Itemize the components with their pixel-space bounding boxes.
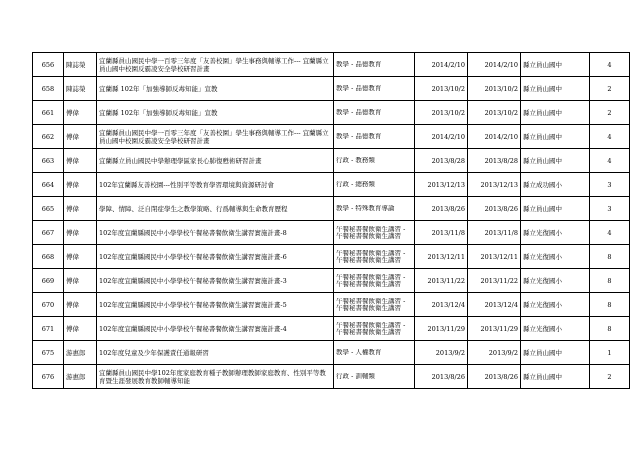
record-number-cell bbox=[33, 125, 64, 149]
participant-name-cell bbox=[64, 149, 97, 173]
start-date-cell bbox=[415, 269, 468, 293]
table-row bbox=[33, 125, 630, 149]
end-date-cell bbox=[468, 77, 521, 101]
end-date: 2014/2/10 bbox=[484, 60, 518, 69]
record-number-cell bbox=[33, 293, 64, 317]
start-date: 2014/2/10 bbox=[431, 60, 465, 69]
participant-name: 游惠郎 bbox=[66, 372, 86, 381]
course-title-cell bbox=[97, 53, 334, 77]
training-hours: 2 bbox=[607, 108, 612, 117]
host-school: 縣立員山國中 bbox=[523, 204, 562, 213]
training-hours: 2 bbox=[607, 372, 612, 381]
course-category-cell bbox=[334, 341, 415, 365]
end-date: 2013/10/2 bbox=[484, 108, 518, 117]
end-date-cell bbox=[468, 269, 521, 293]
start-date-cell bbox=[415, 317, 468, 341]
record-number-cell bbox=[33, 341, 64, 365]
course-category-cell bbox=[334, 221, 415, 245]
course-category: 午餐秘書餐飲衛生講習 - 午餐秘書餐飲衛生講習 bbox=[336, 225, 406, 240]
host-school: 縣立光復國小 bbox=[523, 276, 562, 285]
participant-name: 傅偉 bbox=[66, 132, 79, 141]
participant-name-cell bbox=[64, 269, 97, 293]
end-date-cell bbox=[468, 245, 521, 269]
end-date-cell bbox=[468, 221, 521, 245]
end-date-cell bbox=[468, 173, 521, 197]
host-school-cell bbox=[521, 221, 590, 245]
host-school: 縣立員山國中 bbox=[523, 372, 562, 381]
course-category-cell bbox=[334, 173, 415, 197]
course-category: 行政 - 訓輔類 bbox=[336, 373, 375, 380]
participant-name: 傅偉 bbox=[66, 180, 79, 189]
table-row bbox=[33, 317, 630, 341]
course-title: 宜蘭縣員山國民中學一百零三年度「友善校園」學生事務與輔導工作--- 宜蘭縣立員山國中校園反霸凌安全學校研習計畫 bbox=[99, 56, 329, 73]
host-school: 縣立員山國中 bbox=[523, 84, 562, 93]
course-category: 午餐秘書餐飲衛生講習 - 午餐秘書餐飲衛生講習 bbox=[336, 297, 406, 312]
record-number: 662 bbox=[41, 132, 55, 141]
course-title: 102年度宜蘭縣國民中小學學校午餐秘書餐飲衛生講習實施計畫-6 bbox=[99, 252, 287, 261]
training-hours: 1 bbox=[607, 348, 612, 357]
record-number: 670 bbox=[41, 300, 55, 309]
participant-name-cell bbox=[64, 173, 97, 197]
host-school: 縣立員山國中 bbox=[523, 108, 562, 117]
start-date-cell bbox=[415, 341, 468, 365]
course-category: 午餐秘書餐飲衛生講習 - 午餐秘書餐飲衛生講習 bbox=[336, 273, 406, 288]
end-date: 2013/8/26 bbox=[484, 204, 518, 213]
training-hours: 8 bbox=[607, 276, 612, 285]
table-row bbox=[33, 149, 630, 173]
course-title-cell bbox=[97, 245, 334, 269]
course-category-cell bbox=[334, 149, 415, 173]
course-category: 教學 - 品德教育 bbox=[336, 109, 382, 116]
host-school: 縣立成功國小 bbox=[523, 180, 562, 189]
course-title-cell bbox=[97, 173, 334, 197]
start-date: 2013/9/2 bbox=[435, 348, 465, 357]
participant-name: 游惠郎 bbox=[66, 348, 86, 357]
participant-name: 傅偉 bbox=[66, 108, 79, 117]
host-school-cell bbox=[521, 173, 590, 197]
record-number-cell bbox=[33, 149, 64, 173]
course-title-cell bbox=[97, 125, 334, 149]
end-date: 2013/10/2 bbox=[484, 84, 518, 93]
start-date: 2013/12/13 bbox=[427, 180, 465, 189]
end-date-cell bbox=[468, 365, 521, 389]
host-school: 縣立員山國中 bbox=[523, 156, 562, 165]
start-date-cell bbox=[415, 101, 468, 125]
course-title: 宜蘭縣立員山國民中學辦理學區家長心肺復甦術研習計畫 bbox=[99, 156, 262, 165]
start-date: 2014/2/10 bbox=[431, 132, 465, 141]
table-body bbox=[33, 53, 630, 389]
end-date: 2013/11/22 bbox=[480, 276, 518, 285]
training-hours: 3 bbox=[607, 180, 612, 189]
record-number: 664 bbox=[41, 180, 55, 189]
start-date: 2013/11/8 bbox=[431, 228, 465, 237]
table-row bbox=[33, 197, 630, 221]
participant-name: 傅偉 bbox=[66, 204, 79, 213]
course-title-cell bbox=[97, 317, 334, 341]
end-date-cell bbox=[468, 125, 521, 149]
course-title: 學障、情障、泛自閉症學生之教學策略、行爲輔導與生命教育歷程 bbox=[99, 204, 288, 213]
course-title: 102年度宜蘭縣國民中小學學校午餐秘書餐飲衛生講習實施計畫-3 bbox=[99, 276, 287, 285]
start-date: 2013/11/22 bbox=[427, 276, 465, 285]
host-school-cell bbox=[521, 197, 590, 221]
course-title-cell bbox=[97, 197, 334, 221]
participant-name: 傅偉 bbox=[66, 300, 79, 309]
course-category-cell bbox=[334, 245, 415, 269]
end-date: 2013/8/28 bbox=[484, 156, 518, 165]
course-title: 宜蘭縣員山國民中學102年度家庭教育種子教師辦理教師家庭教育、性別平等教育暨生涯發展教育教師輔導知能 bbox=[99, 368, 326, 385]
course-title: 102年宜蘭縣友善校園---性別平等教育學習環境與資源研討會 bbox=[99, 180, 274, 189]
participant-name-cell bbox=[64, 221, 97, 245]
course-title: 宜蘭縣 102年「加強導師反毒知能」宣教 bbox=[99, 84, 218, 93]
course-category: 教學 - 品德教育 bbox=[336, 61, 382, 68]
training-hours-cell bbox=[590, 245, 630, 269]
end-date: 2013/12/11 bbox=[480, 252, 518, 261]
course-title: 102年度宜蘭縣國民中小學學校午餐秘書餐飲衛生講習實施計畫-4 bbox=[99, 324, 287, 333]
start-date: 2013/8/26 bbox=[431, 204, 465, 213]
training-hours-cell bbox=[590, 101, 630, 125]
course-title: 102年度兒童及少年保護責任通報研習 bbox=[99, 348, 209, 357]
participant-name-cell bbox=[64, 293, 97, 317]
course-category: 教學 - 特殊教育導論 bbox=[336, 205, 395, 212]
course-category-cell bbox=[334, 53, 415, 77]
course-category-cell bbox=[334, 317, 415, 341]
host-school: 縣立員山國中 bbox=[523, 348, 562, 357]
start-date-cell bbox=[415, 125, 468, 149]
participant-name-cell bbox=[64, 101, 97, 125]
training-hours: 4 bbox=[607, 132, 612, 141]
host-school: 縣立光復國小 bbox=[523, 228, 562, 237]
host-school: 縣立光復國小 bbox=[523, 324, 562, 333]
participant-name: 傅偉 bbox=[66, 324, 79, 333]
host-school-cell bbox=[521, 365, 590, 389]
participant-name-cell bbox=[64, 365, 97, 389]
end-date-cell bbox=[468, 197, 521, 221]
table-row bbox=[33, 173, 630, 197]
record-number: 669 bbox=[41, 276, 55, 285]
record-number-cell bbox=[33, 77, 64, 101]
participant-name: 陳誌榮 bbox=[66, 60, 86, 69]
course-title-cell bbox=[97, 221, 334, 245]
start-date: 2013/8/26 bbox=[431, 372, 465, 381]
record-number: 658 bbox=[41, 84, 55, 93]
participant-name: 傅偉 bbox=[66, 252, 79, 261]
course-category: 教學 - 品德教育 bbox=[336, 85, 382, 92]
table-row bbox=[33, 53, 630, 77]
record-number-cell bbox=[33, 221, 64, 245]
table-row bbox=[33, 221, 630, 245]
training-records-table bbox=[32, 52, 630, 389]
course-category: 午餐秘書餐飲衛生講習 - 午餐秘書餐飲衛生講習 bbox=[336, 249, 406, 264]
training-hours: 2 bbox=[607, 84, 612, 93]
start-date: 2013/8/28 bbox=[431, 156, 465, 165]
table-row bbox=[33, 101, 630, 125]
training-hours: 8 bbox=[607, 300, 612, 309]
end-date: 2013/9/2 bbox=[488, 348, 518, 357]
training-hours-cell bbox=[590, 77, 630, 101]
training-hours-cell bbox=[590, 365, 630, 389]
start-date-cell bbox=[415, 173, 468, 197]
training-hours-cell bbox=[590, 173, 630, 197]
training-hours: 8 bbox=[607, 252, 612, 261]
end-date-cell bbox=[468, 101, 521, 125]
course-title-cell bbox=[97, 341, 334, 365]
training-hours: 3 bbox=[607, 204, 612, 213]
participant-name-cell bbox=[64, 197, 97, 221]
course-category: 教學 - 人權教育 bbox=[336, 349, 382, 356]
host-school-cell bbox=[521, 149, 590, 173]
record-number: 676 bbox=[41, 372, 55, 381]
end-date: 2013/12/4 bbox=[484, 300, 518, 309]
end-date: 2013/8/26 bbox=[484, 372, 518, 381]
host-school-cell bbox=[521, 317, 590, 341]
training-hours: 4 bbox=[607, 156, 612, 165]
table-row bbox=[33, 269, 630, 293]
start-date-cell bbox=[415, 53, 468, 77]
course-title: 宜蘭縣員山國民中學一百零三年度「友善校園」學生事務與輔導工作--- 宜蘭縣立員山國中校園反霸凌安全學校研習計畫 bbox=[99, 128, 329, 145]
course-category-cell bbox=[334, 101, 415, 125]
start-date: 2013/11/29 bbox=[427, 324, 465, 333]
participant-name-cell bbox=[64, 77, 97, 101]
table-row bbox=[33, 245, 630, 269]
end-date-cell bbox=[468, 293, 521, 317]
record-number: 665 bbox=[41, 204, 55, 213]
training-hours-cell bbox=[590, 221, 630, 245]
record-number: 663 bbox=[41, 156, 55, 165]
start-date-cell bbox=[415, 293, 468, 317]
course-title-cell bbox=[97, 365, 334, 389]
record-number: 675 bbox=[41, 348, 55, 357]
host-school-cell bbox=[521, 293, 590, 317]
training-hours-cell bbox=[590, 53, 630, 77]
participant-name-cell bbox=[64, 53, 97, 77]
course-category-cell bbox=[334, 77, 415, 101]
record-number: 656 bbox=[41, 60, 55, 69]
course-category: 行政 - 教務類 bbox=[336, 157, 375, 164]
end-date-cell bbox=[468, 149, 521, 173]
end-date: 2014/2/10 bbox=[484, 132, 518, 141]
course-category: 教學 - 品德教育 bbox=[336, 133, 382, 140]
start-date-cell bbox=[415, 221, 468, 245]
participant-name-cell bbox=[64, 341, 97, 365]
end-date: 2013/12/13 bbox=[480, 180, 518, 189]
course-title-cell bbox=[97, 101, 334, 125]
training-hours: 4 bbox=[607, 60, 612, 69]
course-category-cell bbox=[334, 269, 415, 293]
end-date-cell bbox=[468, 53, 521, 77]
course-title-cell bbox=[97, 149, 334, 173]
start-date-cell bbox=[415, 149, 468, 173]
host-school-cell bbox=[521, 125, 590, 149]
start-date: 2013/10/2 bbox=[431, 108, 465, 117]
course-category-cell bbox=[334, 197, 415, 221]
end-date-cell bbox=[468, 341, 521, 365]
start-date-cell bbox=[415, 77, 468, 101]
training-hours-cell bbox=[590, 317, 630, 341]
record-number-cell bbox=[33, 317, 64, 341]
record-number: 667 bbox=[41, 228, 55, 237]
course-title: 102年度宜蘭縣國民中小學學校午餐秘書餐飲衛生講習實施計畫-5 bbox=[99, 300, 287, 309]
record-number: 668 bbox=[41, 252, 55, 261]
record-number-cell bbox=[33, 269, 64, 293]
end-date: 2013/11/29 bbox=[480, 324, 518, 333]
record-number-cell bbox=[33, 365, 64, 389]
end-date: 2013/11/8 bbox=[484, 228, 518, 237]
record-number-cell bbox=[33, 53, 64, 77]
record-number-cell bbox=[33, 173, 64, 197]
table-row bbox=[33, 365, 630, 389]
participant-name-cell bbox=[64, 125, 97, 149]
host-school-cell bbox=[521, 101, 590, 125]
host-school-cell bbox=[521, 269, 590, 293]
course-title: 宜蘭縣 102年「加強導師反毒知能」宣教 bbox=[99, 108, 218, 117]
host-school-cell bbox=[521, 341, 590, 365]
start-date: 2013/10/2 bbox=[431, 84, 465, 93]
training-hours-cell bbox=[590, 197, 630, 221]
training-hours-cell bbox=[590, 125, 630, 149]
record-number-cell bbox=[33, 197, 64, 221]
participant-name-cell bbox=[64, 245, 97, 269]
course-category: 行政 - 總務類 bbox=[336, 181, 375, 188]
start-date-cell bbox=[415, 365, 468, 389]
participant-name: 傅偉 bbox=[66, 156, 79, 165]
training-hours-cell bbox=[590, 269, 630, 293]
host-school-cell bbox=[521, 53, 590, 77]
course-category-cell bbox=[334, 125, 415, 149]
course-category: 午餐秘書餐飲衛生講習 - 午餐秘書餐飲衛生講習 bbox=[336, 321, 406, 336]
table-row bbox=[33, 341, 630, 365]
training-hours: 8 bbox=[607, 324, 612, 333]
training-hours-cell bbox=[590, 293, 630, 317]
participant-name: 陳誌榮 bbox=[66, 84, 86, 93]
end-date-cell bbox=[468, 317, 521, 341]
course-category-cell bbox=[334, 293, 415, 317]
host-school: 縣立員山國中 bbox=[523, 60, 562, 69]
course-category-cell bbox=[334, 365, 415, 389]
host-school: 縣立光復國小 bbox=[523, 300, 562, 309]
start-date: 2013/12/11 bbox=[427, 252, 465, 261]
participant-name: 傅偉 bbox=[66, 276, 79, 285]
start-date: 2013/12/4 bbox=[431, 300, 465, 309]
start-date-cell bbox=[415, 197, 468, 221]
training-hours-cell bbox=[590, 341, 630, 365]
record-number: 661 bbox=[41, 108, 55, 117]
table-row bbox=[33, 293, 630, 317]
participant-name-cell bbox=[64, 317, 97, 341]
training-hours-cell bbox=[590, 149, 630, 173]
course-title-cell bbox=[97, 293, 334, 317]
record-number-cell bbox=[33, 245, 64, 269]
training-hours: 4 bbox=[607, 228, 612, 237]
participant-name: 傅偉 bbox=[66, 228, 79, 237]
course-title-cell bbox=[97, 77, 334, 101]
host-school-cell bbox=[521, 245, 590, 269]
course-title-cell bbox=[97, 269, 334, 293]
host-school-cell bbox=[521, 77, 590, 101]
course-title: 102年度宜蘭縣國民中小學學校午餐秘書餐飲衛生講習實施計畫-8 bbox=[99, 228, 287, 237]
start-date-cell bbox=[415, 245, 468, 269]
record-number: 671 bbox=[41, 324, 55, 333]
host-school: 縣立員山國中 bbox=[523, 132, 562, 141]
table-row bbox=[33, 77, 630, 101]
host-school: 縣立光復國小 bbox=[523, 252, 562, 261]
record-number-cell bbox=[33, 101, 64, 125]
